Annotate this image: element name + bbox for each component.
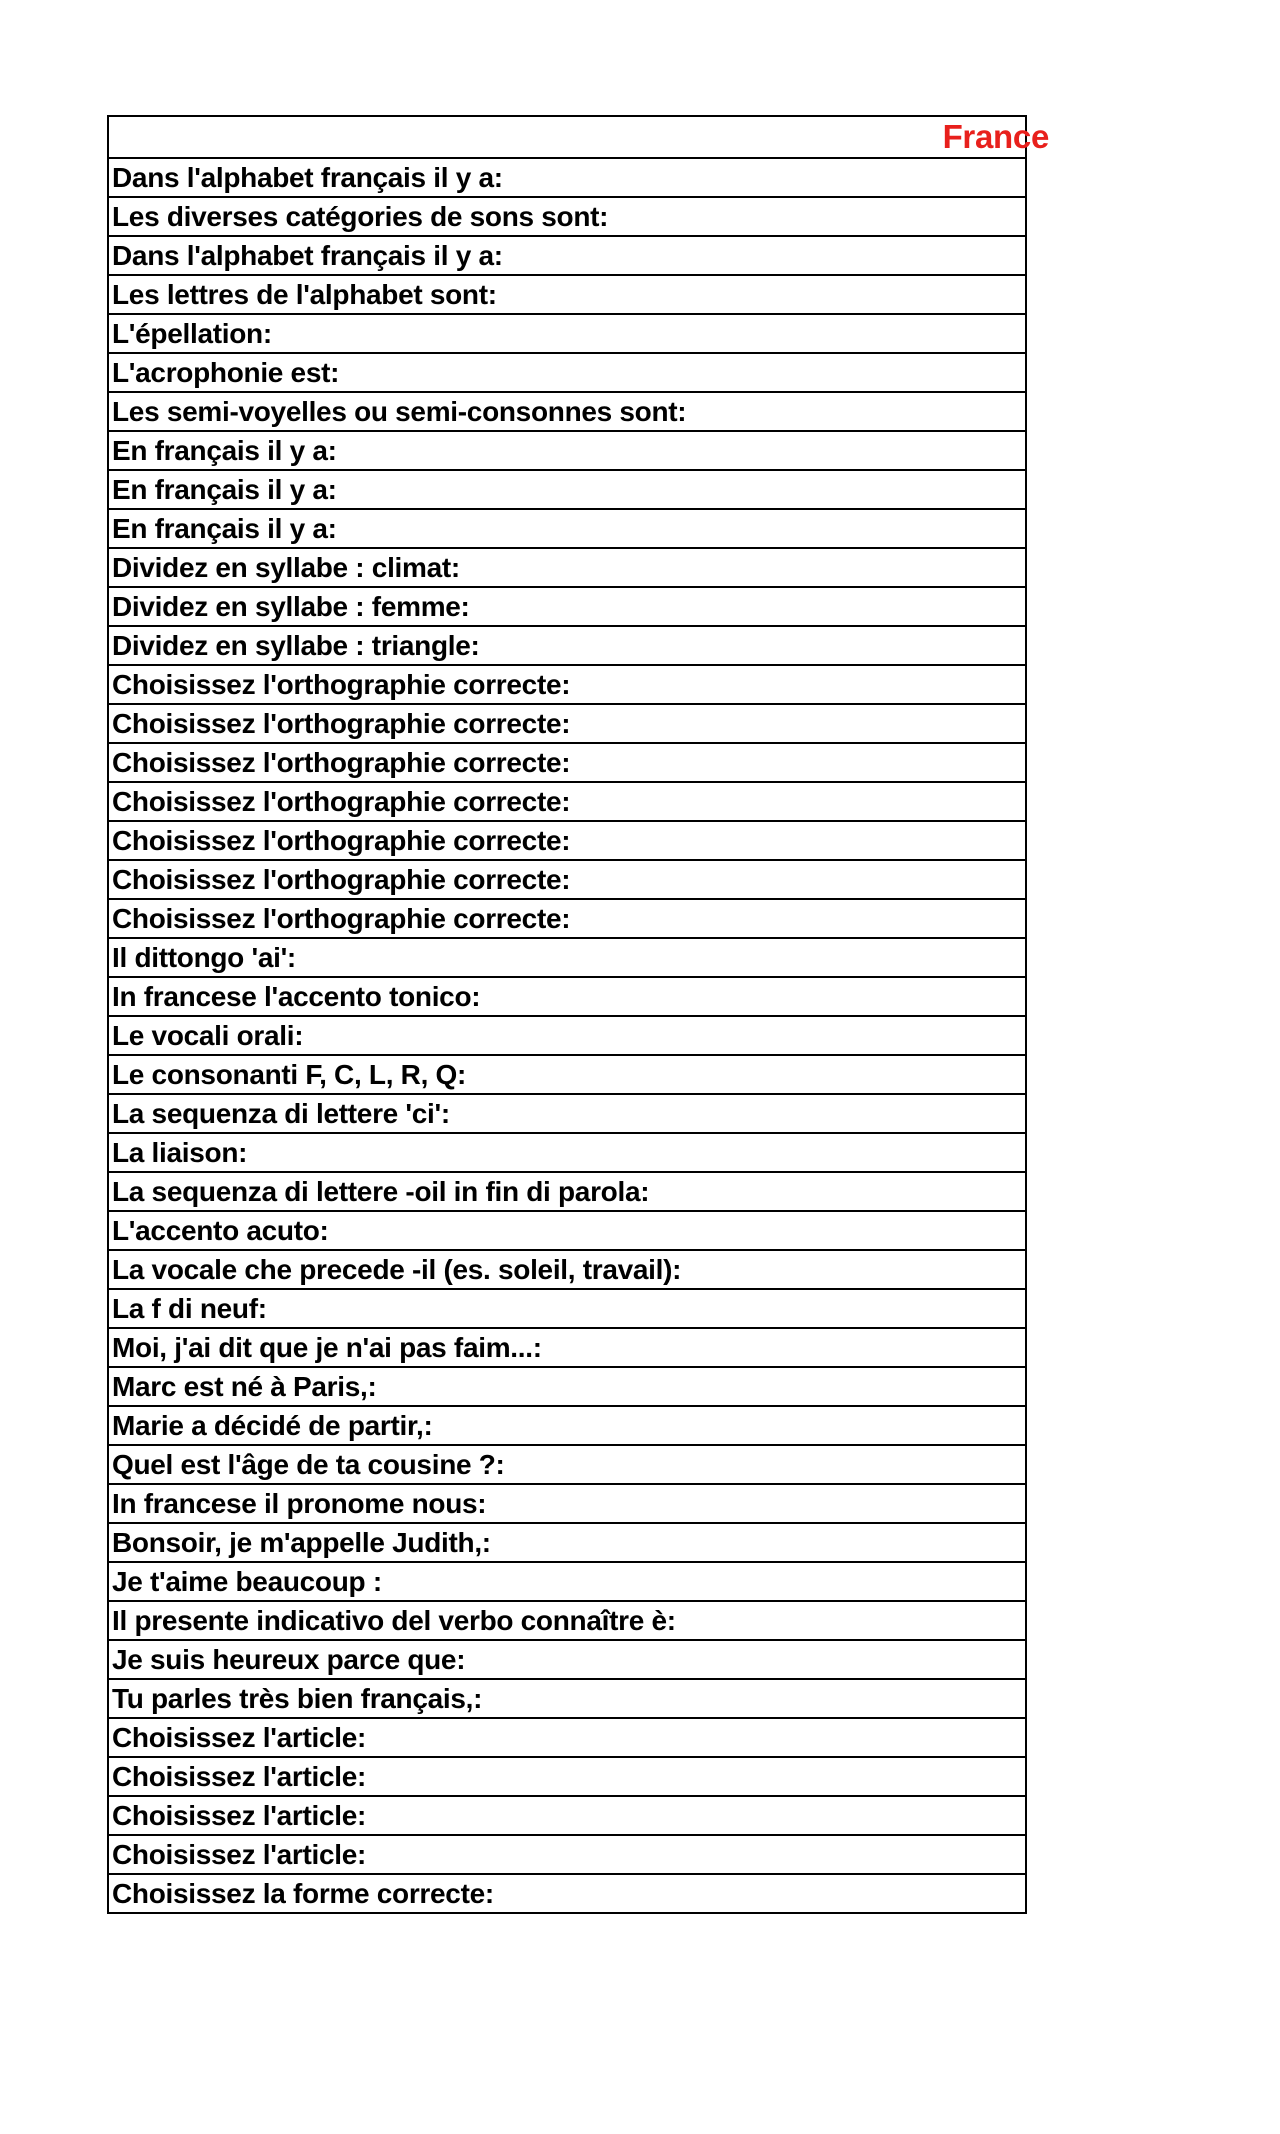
table-row	[108, 1835, 1026, 1874]
table-row	[108, 1055, 1026, 1094]
table-row	[108, 1484, 1026, 1523]
question-cell[interactable]: In francese il pronome nous:	[108, 1484, 1026, 1523]
question-cell[interactable]: Choisissez l'article:	[108, 1796, 1026, 1835]
question-cell[interactable]: L'accento acuto:	[108, 1211, 1026, 1250]
question-cell[interactable]: Choisissez l'orthographie correcte:	[108, 743, 1026, 782]
question-cell[interactable]: Choisissez l'orthographie correcte:	[108, 821, 1026, 860]
question-cell[interactable]: Dividez en syllabe : triangle:	[108, 626, 1026, 665]
table-row	[108, 1718, 1026, 1757]
table-row	[108, 431, 1026, 470]
table-row	[108, 1094, 1026, 1133]
question-cell[interactable]: Dividez en syllabe : climat:	[108, 548, 1026, 587]
question-cell[interactable]: Les semi-voyelles ou semi-consonnes sont:	[108, 392, 1026, 431]
question-table	[107, 115, 1049, 1914]
question-cell[interactable]: La vocale che precede -il (es. soleil, travail):	[108, 1250, 1026, 1289]
question-cell[interactable]: Dans l'alphabet français il y a:	[108, 158, 1026, 197]
question-cell[interactable]: Il dittongo 'ai':	[108, 938, 1026, 977]
question-cell[interactable]: Dans l'alphabet français il y a:	[108, 236, 1026, 275]
question-cell[interactable]: L'épellation:	[108, 314, 1026, 353]
table-row	[108, 314, 1026, 353]
table-row	[108, 1016, 1026, 1055]
table-row	[108, 1250, 1026, 1289]
table-row	[108, 1796, 1026, 1835]
table-row	[108, 1679, 1026, 1718]
question-cell[interactable]: Je suis heureux parce que:	[108, 1640, 1026, 1679]
question-cell[interactable]: En français il y a:	[108, 509, 1026, 548]
question-cell[interactable]: Les diverses catégories de sons sont:	[108, 197, 1026, 236]
table-row	[108, 275, 1026, 314]
question-cell[interactable]: Choisissez l'orthographie correcte:	[108, 782, 1026, 821]
question-cell[interactable]: La liaison:	[108, 1133, 1026, 1172]
table-row	[108, 1211, 1026, 1250]
table-row	[108, 1406, 1026, 1445]
table-row	[108, 938, 1026, 977]
table-row	[108, 236, 1026, 275]
question-cell[interactable]: Marie a décidé de partir,:	[108, 1406, 1026, 1445]
question-cell[interactable]: La sequenza di lettere 'ci':	[108, 1094, 1026, 1133]
question-cell[interactable]: Choisissez la forme correcte:	[108, 1874, 1026, 1913]
question-cell[interactable]: Le consonanti F, C, L, R, Q:	[108, 1055, 1026, 1094]
question-cell[interactable]: La f di neuf:	[108, 1289, 1026, 1328]
question-cell[interactable]: Le vocali orali:	[108, 1016, 1026, 1055]
question-cell[interactable]: Il presente indicativo del verbo connaître è:	[108, 1601, 1026, 1640]
question-cell[interactable]: Marc est né à Paris,:	[108, 1367, 1026, 1406]
question-cell[interactable]: Je t'aime beaucoup :	[108, 1562, 1026, 1601]
table-row	[108, 1289, 1026, 1328]
table-row	[108, 1757, 1026, 1796]
question-cell[interactable]: Choisissez l'article:	[108, 1757, 1026, 1796]
table-row	[108, 1874, 1026, 1913]
title-row	[108, 116, 1026, 158]
sheet-title: France	[942, 118, 1049, 155]
table-row	[108, 197, 1026, 236]
question-cell[interactable]: Quel est l'âge de ta cousine ?:	[108, 1445, 1026, 1484]
table-row	[108, 704, 1026, 743]
table-row	[108, 821, 1026, 860]
question-cell[interactable]: Choisissez l'orthographie correcte:	[108, 704, 1026, 743]
table-row	[108, 899, 1026, 938]
question-cell[interactable]: En français il y a:	[108, 431, 1026, 470]
question-table-body	[108, 116, 1049, 1913]
table-row	[108, 548, 1026, 587]
question-cell[interactable]: Choisissez l'article:	[108, 1835, 1026, 1874]
table-row	[108, 353, 1026, 392]
question-cell[interactable]: En français il y a:	[108, 470, 1026, 509]
question-cell[interactable]: In francese l'accento tonico:	[108, 977, 1026, 1016]
question-cell[interactable]: Les lettres de l'alphabet sont:	[108, 275, 1026, 314]
question-cell[interactable]: Tu parles très bien français,:	[108, 1679, 1026, 1718]
table-row	[108, 1640, 1026, 1679]
table-row	[108, 1445, 1026, 1484]
question-cell[interactable]: Bonsoir, je m'appelle Judith,:	[108, 1523, 1026, 1562]
table-row	[108, 782, 1026, 821]
table-row	[108, 665, 1026, 704]
table-row	[108, 1172, 1026, 1211]
question-cell[interactable]: Choisissez l'orthographie correcte:	[108, 860, 1026, 899]
question-cell[interactable]: L'acrophonie est:	[108, 353, 1026, 392]
table-row	[108, 158, 1026, 197]
table-row	[108, 1367, 1026, 1406]
table-row	[108, 743, 1026, 782]
table-row	[108, 470, 1026, 509]
title-cell[interactable]	[108, 116, 1049, 158]
table-row	[108, 587, 1026, 626]
table-row	[108, 626, 1026, 665]
table-row	[108, 509, 1026, 548]
table-row	[108, 1328, 1026, 1367]
table-row	[108, 1133, 1026, 1172]
question-cell[interactable]: La sequenza di lettere -oil in fin di parola:	[108, 1172, 1026, 1211]
table-row	[108, 1562, 1026, 1601]
question-cell[interactable]: Choisissez l'orthographie correcte:	[108, 665, 1026, 704]
table-row	[108, 977, 1026, 1016]
table-row	[108, 1523, 1026, 1562]
table-row	[108, 392, 1026, 431]
table-row	[108, 860, 1026, 899]
question-cell[interactable]: Dividez en syllabe : femme:	[108, 587, 1026, 626]
question-cell[interactable]: Choisissez l'orthographie correcte:	[108, 899, 1026, 938]
question-cell[interactable]: Choisissez l'article:	[108, 1718, 1026, 1757]
question-cell[interactable]: Moi, j'ai dit que je n'ai pas faim...:	[108, 1328, 1026, 1367]
table-row	[108, 1601, 1026, 1640]
